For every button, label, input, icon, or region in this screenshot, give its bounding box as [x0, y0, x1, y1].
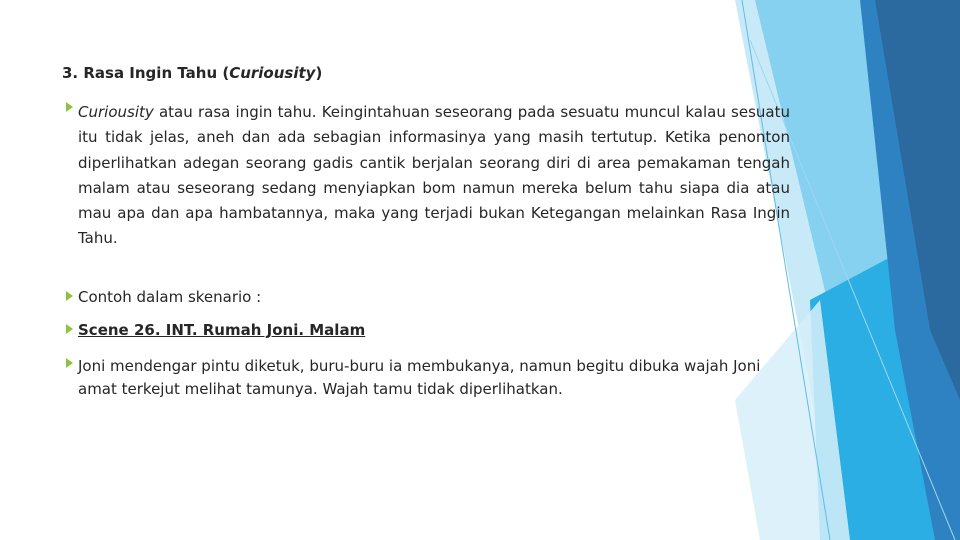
bullet-arrow-icon [66, 358, 73, 368]
scene-heading: Scene 26. INT. Rumah Joni. Malam [78, 321, 366, 339]
section-heading: 3. Rasa Ingin Tahu (Curiousity) [62, 64, 323, 82]
bullet-arrow-icon [66, 291, 73, 301]
paragraph-italic-term: Curiousity [78, 103, 154, 121]
paragraph-text: atau rasa ingin tahu. Keingintahuan seseorang pada sesuatu muncul kalau sesuatu itu tidak jelas, aneh dan ada sebagian informasinya yang masih tertutup. Ketika penonton diperlihatkan adegan seorang gadis cantik berjalan seorang diri di area pemakaman tengah malam atau seseorang sedang menyiapkan bom namun mereka belum tahu siapa dia atau mau apa dan apa hambatannya, maka yang terjadi bukan Ketegangan melainkan Rasa Ingin Tahu. [78, 103, 790, 248]
example-intro: Contoh dalam skenario : [78, 288, 262, 306]
scene-description: Joni mendengar pintu diketuk, buru-buru ia membukanya, namun begitu dibuka wajah Joni amat terkejut melihat tamunya. Wajah tamu tidak diperlihatkan. [78, 357, 761, 398]
heading-italic-term: Curiousity [229, 64, 316, 82]
bullet-arrow-icon [66, 102, 73, 112]
definition-paragraph [78, 100, 790, 252]
bullet-arrow-icon [66, 324, 73, 334]
